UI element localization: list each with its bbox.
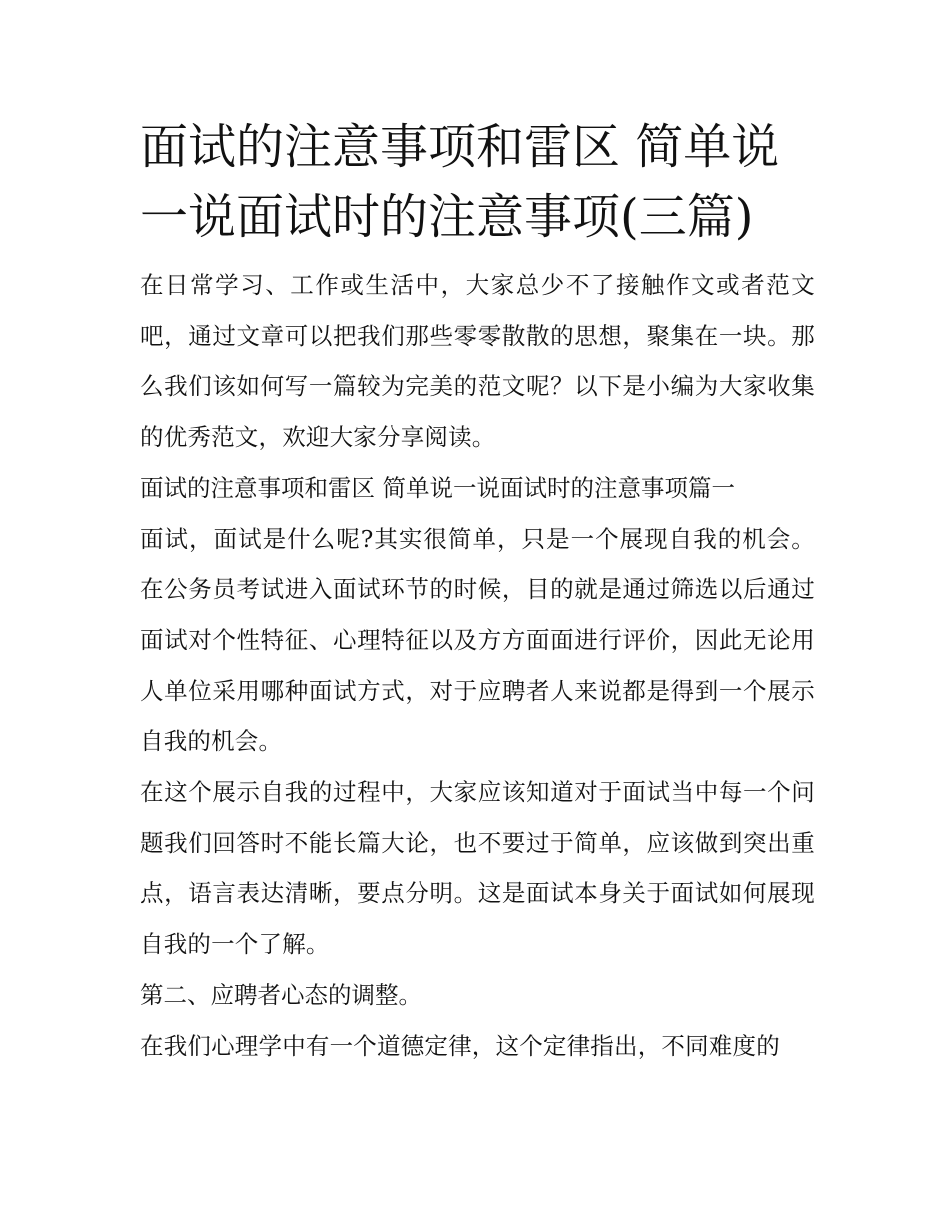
- body-paragraph: 在我们心理学中有一个道德定律，这个定律指出，不同难度的: [140, 1031, 780, 1060]
- body-paragraph: 在这个展示自我的过程中，大家应该知道对于面试当中每一个问题我们回答时不能长篇大论，也不要过于简单，应该做到突出重点，语言表达清晰，要点分明。这是面试本身关于面试如何展现自我的一个了解。: [140, 778, 815, 959]
- document-body: [140, 112, 815, 1071]
- document-title: 面试的注意事项和雷区 简单说一说面试时的注意事项(三篇): [140, 119, 780, 245]
- body-paragraph: 面试，面试是什么呢?其实很简单，只是一个展现自我的机会。在公务员考试进入面试环节的时候，目的就是通过筛选以后通过面试对个性特征、心理特征以及方方面面进行评价，因此无论用人单位采用哪种面试方式，对于应聘者人来说都是得到一个展示自我的机会。: [140, 524, 815, 756]
- section-heading: 面试的注意事项和雷区 简单说一说面试时的注意事项篇一: [140, 473, 735, 502]
- subheading: 第二、应聘者心态的调整。: [140, 980, 422, 1009]
- title-spacer: [140, 252, 815, 260]
- intro-paragraph: 在日常学习、工作或生活中，大家总少不了接触作文或者范文吧，通过文章可以把我们那些零零散散的思想，聚集在一块。那么我们该如何写一篇较为完美的范文呢？以下是小编为大家收集的优秀范文，欢迎大家分享阅读。: [140, 271, 815, 452]
